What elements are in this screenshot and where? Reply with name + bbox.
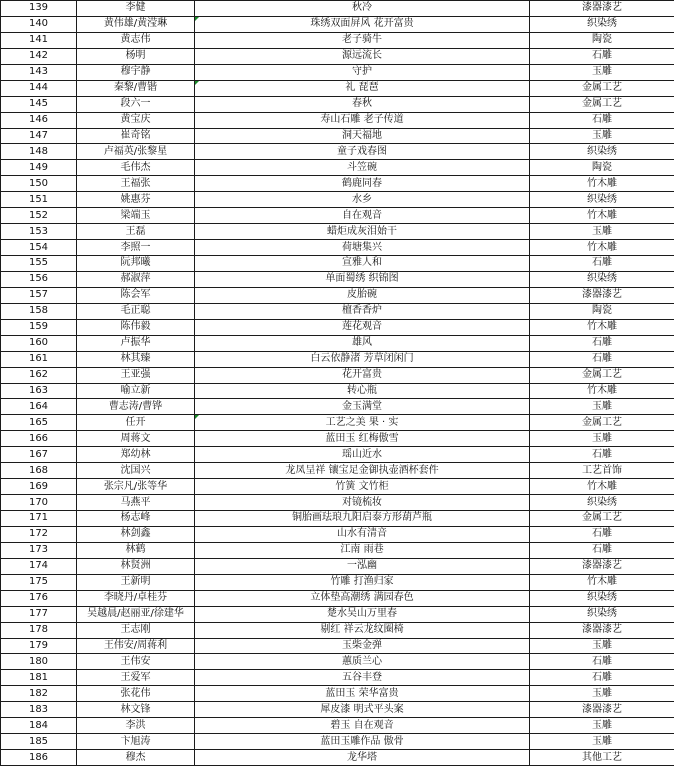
artist-name-cell: 林文锋 bbox=[77, 702, 195, 718]
row-number-cell: 186 bbox=[1, 750, 77, 766]
row-number-cell: 171 bbox=[1, 511, 77, 527]
work-title-cell: 竹雕 打渔归家 bbox=[195, 574, 530, 590]
work-title-cell: 楚水吴山万里春 bbox=[195, 606, 530, 622]
artist-name-cell: 王亚强 bbox=[77, 367, 195, 383]
category-cell: 石雕 bbox=[530, 48, 674, 64]
work-title-cell: 荷塘集兴 bbox=[195, 240, 530, 256]
category-cell: 石雕 bbox=[530, 335, 674, 351]
category-cell: 织染绣 bbox=[530, 590, 674, 606]
category-cell: 石雕 bbox=[530, 542, 674, 558]
category-cell: 织染绣 bbox=[530, 271, 674, 287]
row-number-cell: 144 bbox=[1, 80, 77, 96]
artist-name-cell: 毛伟杰 bbox=[77, 160, 195, 176]
category-cell: 漆器漆艺 bbox=[530, 558, 674, 574]
row-number-cell: 169 bbox=[1, 479, 77, 495]
table-row bbox=[1, 606, 674, 622]
table-row bbox=[1, 654, 674, 670]
table-row bbox=[1, 590, 674, 606]
work-title-cell: 对镜梳妆 bbox=[195, 495, 530, 511]
table-row bbox=[1, 144, 674, 160]
artist-name-cell: 段六一 bbox=[77, 96, 195, 112]
artist-name-cell: 王伟安/周蒋利 bbox=[77, 638, 195, 654]
work-title-cell: 檀香香炉 bbox=[195, 303, 530, 319]
artist-name-cell: 周蒋文 bbox=[77, 431, 195, 447]
table-row bbox=[1, 303, 674, 319]
row-number-cell: 185 bbox=[1, 734, 77, 750]
artist-name-cell: 郝淑萍 bbox=[77, 271, 195, 287]
category-cell: 金属工艺 bbox=[530, 367, 674, 383]
table-row bbox=[1, 271, 674, 287]
table-row bbox=[1, 16, 674, 32]
work-title-cell: 宣雅人和 bbox=[195, 256, 530, 272]
table-row bbox=[1, 287, 674, 303]
row-number-cell: 164 bbox=[1, 399, 77, 415]
row-number-cell: 141 bbox=[1, 32, 77, 48]
table-row bbox=[1, 431, 674, 447]
row-number-cell: 180 bbox=[1, 654, 77, 670]
row-number-cell: 153 bbox=[1, 224, 77, 240]
work-title-cell: 龙华塔 bbox=[195, 750, 530, 766]
category-cell: 织染绣 bbox=[530, 495, 674, 511]
work-title-cell: 寿山石雕 老子传道 bbox=[195, 112, 530, 128]
table-row bbox=[1, 208, 674, 224]
work-title-cell: 蓝田玉 红梅傲雪 bbox=[195, 431, 530, 447]
category-cell: 石雕 bbox=[530, 351, 674, 367]
row-number-cell: 140 bbox=[1, 16, 77, 32]
artist-name-cell: 李照一 bbox=[77, 240, 195, 256]
row-number-cell: 166 bbox=[1, 431, 77, 447]
artist-name-cell: 卢福英/张黎星 bbox=[77, 144, 195, 160]
category-cell: 玉雕 bbox=[530, 64, 674, 80]
artist-name-cell: 曹志涛/曹铧 bbox=[77, 399, 195, 415]
category-cell: 竹木雕 bbox=[530, 319, 674, 335]
work-title-cell: 铜胎画珐琅九阳启泰方形葫芦瓶 bbox=[195, 511, 530, 527]
category-cell: 玉雕 bbox=[530, 734, 674, 750]
category-cell: 石雕 bbox=[530, 654, 674, 670]
table-row bbox=[1, 335, 674, 351]
work-title-cell: 水乡 bbox=[195, 192, 530, 208]
category-cell: 竹木雕 bbox=[530, 176, 674, 192]
row-number-cell: 160 bbox=[1, 335, 77, 351]
row-number-cell: 183 bbox=[1, 702, 77, 718]
artist-name-cell: 李健 bbox=[77, 1, 195, 17]
work-title-cell: 自在观音 bbox=[195, 208, 530, 224]
artist-name-cell: 卞旭涛 bbox=[77, 734, 195, 750]
row-number-cell: 165 bbox=[1, 415, 77, 431]
table-row bbox=[1, 463, 674, 479]
work-title-cell: 花开富贵 bbox=[195, 367, 530, 383]
row-number-cell: 168 bbox=[1, 463, 77, 479]
artist-name-cell: 杨明 bbox=[77, 48, 195, 64]
table-row bbox=[1, 542, 674, 558]
work-title-cell: 竹簧 文竹柜 bbox=[195, 479, 530, 495]
artist-name-cell: 秦黎/曹锴 bbox=[77, 80, 195, 96]
row-number-cell: 151 bbox=[1, 192, 77, 208]
table-row bbox=[1, 670, 674, 686]
work-title-cell: 童子戏春图 bbox=[195, 144, 530, 160]
category-cell: 织染绣 bbox=[530, 144, 674, 160]
artist-name-cell: 张宗凡/张等华 bbox=[77, 479, 195, 495]
table-row bbox=[1, 622, 674, 638]
artist-name-cell: 王伟安 bbox=[77, 654, 195, 670]
row-number-cell: 173 bbox=[1, 542, 77, 558]
row-number-cell: 154 bbox=[1, 240, 77, 256]
work-title-cell: 秋冷 bbox=[195, 1, 530, 17]
row-number-cell: 161 bbox=[1, 351, 77, 367]
table-row bbox=[1, 192, 674, 208]
work-title-cell: 一泓幽 bbox=[195, 558, 530, 574]
artist-name-cell: 穆杰 bbox=[77, 750, 195, 766]
artist-name-cell: 喻立新 bbox=[77, 383, 195, 399]
table-row bbox=[1, 319, 674, 335]
work-title-cell: 龙凤呈祥 镶宝足金御执壶酒杯套件 bbox=[195, 463, 530, 479]
artist-name-cell: 黄志伟 bbox=[77, 32, 195, 48]
table-row bbox=[1, 80, 674, 96]
table-row bbox=[1, 526, 674, 542]
table-row bbox=[1, 96, 674, 112]
category-cell: 织染绣 bbox=[530, 192, 674, 208]
row-number-cell: 146 bbox=[1, 112, 77, 128]
work-title-cell: 春秋 bbox=[195, 96, 530, 112]
work-title-cell: 山水有清音 bbox=[195, 526, 530, 542]
row-number-cell: 167 bbox=[1, 447, 77, 463]
table-row bbox=[1, 1, 674, 17]
table-row bbox=[1, 718, 674, 734]
table-row bbox=[1, 160, 674, 176]
artist-name-cell: 王磊 bbox=[77, 224, 195, 240]
work-title-cell: 蜡炬成灰泪始干 bbox=[195, 224, 530, 240]
artist-name-cell: 王新明 bbox=[77, 574, 195, 590]
category-cell: 竹木雕 bbox=[530, 208, 674, 224]
row-number-cell: 139 bbox=[1, 1, 77, 17]
row-number-cell: 175 bbox=[1, 574, 77, 590]
category-cell: 金属工艺 bbox=[530, 96, 674, 112]
artist-name-cell: 沈国兴 bbox=[77, 463, 195, 479]
table-row bbox=[1, 240, 674, 256]
row-number-cell: 155 bbox=[1, 256, 77, 272]
table-row bbox=[1, 383, 674, 399]
work-title-cell: 玉柴金弹 bbox=[195, 638, 530, 654]
artist-name-cell: 梁端玉 bbox=[77, 208, 195, 224]
work-title-cell: 洞天福地 bbox=[195, 128, 530, 144]
row-number-cell: 159 bbox=[1, 319, 77, 335]
artist-name-cell: 林其臻 bbox=[77, 351, 195, 367]
work-title-cell: 工艺之美 果 · 实 bbox=[195, 415, 530, 431]
table-row bbox=[1, 351, 674, 367]
category-cell: 竹木雕 bbox=[530, 383, 674, 399]
category-cell: 漆器漆艺 bbox=[530, 1, 674, 17]
category-cell: 漆器漆艺 bbox=[530, 287, 674, 303]
category-cell: 漆器漆艺 bbox=[530, 622, 674, 638]
work-title-cell: 蓝田玉 荣华富贵 bbox=[195, 686, 530, 702]
work-title-cell: 蓝田玉雕作品 傲骨 bbox=[195, 734, 530, 750]
category-cell: 玉雕 bbox=[530, 686, 674, 702]
table-row bbox=[1, 367, 674, 383]
row-number-cell: 145 bbox=[1, 96, 77, 112]
row-number-cell: 162 bbox=[1, 367, 77, 383]
artist-name-cell: 卢振华 bbox=[77, 335, 195, 351]
artist-name-cell: 黄伟雄/黄滢琳 bbox=[77, 16, 195, 32]
work-title-cell: 斗笠碗 bbox=[195, 160, 530, 176]
table-row bbox=[1, 112, 674, 128]
row-number-cell: 181 bbox=[1, 670, 77, 686]
artist-name-cell: 崔奇铭 bbox=[77, 128, 195, 144]
table-row bbox=[1, 256, 674, 272]
table-row bbox=[1, 64, 674, 80]
work-title-cell: 江南 雨巷 bbox=[195, 542, 530, 558]
work-title-cell: 单面蜀绣 织锦图 bbox=[195, 271, 530, 287]
category-cell: 金属工艺 bbox=[530, 415, 674, 431]
work-title-cell: 立体垫高潮绣 满园春色 bbox=[195, 590, 530, 606]
artist-name-cell: 陈会军 bbox=[77, 287, 195, 303]
work-title-cell: 皮胎碗 bbox=[195, 287, 530, 303]
table-row bbox=[1, 128, 674, 144]
row-number-cell: 163 bbox=[1, 383, 77, 399]
artist-name-cell: 王爱军 bbox=[77, 670, 195, 686]
table-row bbox=[1, 558, 674, 574]
artist-name-cell: 杨志峰 bbox=[77, 511, 195, 527]
row-number-cell: 176 bbox=[1, 590, 77, 606]
artist-name-cell: 林鹤 bbox=[77, 542, 195, 558]
work-title-cell: 蕙质兰心 bbox=[195, 654, 530, 670]
category-cell: 竹木雕 bbox=[530, 479, 674, 495]
artist-name-cell: 阮邦曦 bbox=[77, 256, 195, 272]
row-number-cell: 182 bbox=[1, 686, 77, 702]
category-cell: 玉雕 bbox=[530, 431, 674, 447]
table-row bbox=[1, 447, 674, 463]
table-row bbox=[1, 686, 674, 702]
row-number-cell: 149 bbox=[1, 160, 77, 176]
row-number-cell: 174 bbox=[1, 558, 77, 574]
table-row bbox=[1, 32, 674, 48]
artist-name-cell: 陈伟毅 bbox=[77, 319, 195, 335]
category-cell: 石雕 bbox=[530, 256, 674, 272]
artist-name-cell: 李晓丹/卓桂芬 bbox=[77, 590, 195, 606]
artist-name-cell: 毛正聪 bbox=[77, 303, 195, 319]
work-title-cell: 犀皮漆 明式平头案 bbox=[195, 702, 530, 718]
row-number-cell: 158 bbox=[1, 303, 77, 319]
category-cell: 玉雕 bbox=[530, 399, 674, 415]
table-row bbox=[1, 176, 674, 192]
work-title-cell: 剔红 祥云龙纹圈椅 bbox=[195, 622, 530, 638]
artist-name-cell: 任开 bbox=[77, 415, 195, 431]
artist-name-cell: 姚惠芬 bbox=[77, 192, 195, 208]
category-cell: 陶瓷 bbox=[530, 303, 674, 319]
category-cell: 陶瓷 bbox=[530, 32, 674, 48]
category-cell: 漆器漆艺 bbox=[530, 702, 674, 718]
artist-name-cell: 黄宝庆 bbox=[77, 112, 195, 128]
work-title-cell: 瑶山近水 bbox=[195, 447, 530, 463]
category-cell: 石雕 bbox=[530, 112, 674, 128]
row-number-cell: 157 bbox=[1, 287, 77, 303]
table-row bbox=[1, 734, 674, 750]
work-title-cell: 鹤鹿同春 bbox=[195, 176, 530, 192]
work-title-cell: 转心瓶 bbox=[195, 383, 530, 399]
category-cell: 玉雕 bbox=[530, 718, 674, 734]
category-cell: 金属工艺 bbox=[530, 80, 674, 96]
category-cell: 玉雕 bbox=[530, 128, 674, 144]
table-body bbox=[1, 1, 674, 766]
table-row bbox=[1, 511, 674, 527]
table-row bbox=[1, 495, 674, 511]
artist-name-cell: 穆宇静 bbox=[77, 64, 195, 80]
work-title-cell: 源远流长 bbox=[195, 48, 530, 64]
artist-name-cell: 王志刚 bbox=[77, 622, 195, 638]
row-number-cell: 142 bbox=[1, 48, 77, 64]
table-row bbox=[1, 224, 674, 240]
row-number-cell: 172 bbox=[1, 526, 77, 542]
artist-name-cell: 张花伟 bbox=[77, 686, 195, 702]
row-number-cell: 150 bbox=[1, 176, 77, 192]
category-cell: 织染绣 bbox=[530, 16, 674, 32]
work-title-cell: 五谷丰登 bbox=[195, 670, 530, 686]
table-row bbox=[1, 702, 674, 718]
artist-name-cell: 李洪 bbox=[77, 718, 195, 734]
row-number-cell: 170 bbox=[1, 495, 77, 511]
category-cell: 石雕 bbox=[530, 670, 674, 686]
row-number-cell: 143 bbox=[1, 64, 77, 80]
work-title-cell: 守护 bbox=[195, 64, 530, 80]
artist-name-cell: 林贤洲 bbox=[77, 558, 195, 574]
category-cell: 陶瓷 bbox=[530, 160, 674, 176]
table-row bbox=[1, 479, 674, 495]
category-cell: 其他工艺 bbox=[530, 750, 674, 766]
artist-name-cell: 王福张 bbox=[77, 176, 195, 192]
table-row bbox=[1, 638, 674, 654]
artist-name-cell: 马燕平 bbox=[77, 495, 195, 511]
work-title-cell: 珠绣双面屏风 花开富贵 bbox=[195, 16, 530, 32]
category-cell: 石雕 bbox=[530, 447, 674, 463]
category-cell: 工艺首饰 bbox=[530, 463, 674, 479]
table-row bbox=[1, 415, 674, 431]
work-title-cell: 碧玉 自在观音 bbox=[195, 718, 530, 734]
category-cell: 织染绣 bbox=[530, 606, 674, 622]
row-number-cell: 178 bbox=[1, 622, 77, 638]
row-number-cell: 152 bbox=[1, 208, 77, 224]
artist-name-cell: 吴越晨/赵丽亚/徐建华 bbox=[77, 606, 195, 622]
artist-name-cell: 郑幼林 bbox=[77, 447, 195, 463]
work-title-cell: 白云依静渚 芳草闭闲门 bbox=[195, 351, 530, 367]
row-number-cell: 156 bbox=[1, 271, 77, 287]
category-cell: 金属工艺 bbox=[530, 511, 674, 527]
artist-name-cell: 林剑鑫 bbox=[77, 526, 195, 542]
table-row bbox=[1, 574, 674, 590]
category-cell: 竹木雕 bbox=[530, 574, 674, 590]
row-number-cell: 179 bbox=[1, 638, 77, 654]
row-number-cell: 177 bbox=[1, 606, 77, 622]
category-cell: 石雕 bbox=[530, 526, 674, 542]
category-cell: 玉雕 bbox=[530, 224, 674, 240]
work-title-cell: 莲花观音 bbox=[195, 319, 530, 335]
work-title-cell: 金玉满堂 bbox=[195, 399, 530, 415]
work-title-cell: 雄风 bbox=[195, 335, 530, 351]
row-number-cell: 148 bbox=[1, 144, 77, 160]
table-row bbox=[1, 48, 674, 64]
row-number-cell: 184 bbox=[1, 718, 77, 734]
work-title-cell: 礼 琵琶 bbox=[195, 80, 530, 96]
category-cell: 玉雕 bbox=[530, 638, 674, 654]
table-row bbox=[1, 750, 674, 766]
category-cell: 竹木雕 bbox=[530, 240, 674, 256]
row-number-cell: 147 bbox=[1, 128, 77, 144]
table-row bbox=[1, 399, 674, 415]
work-title-cell: 老子骑牛 bbox=[195, 32, 530, 48]
